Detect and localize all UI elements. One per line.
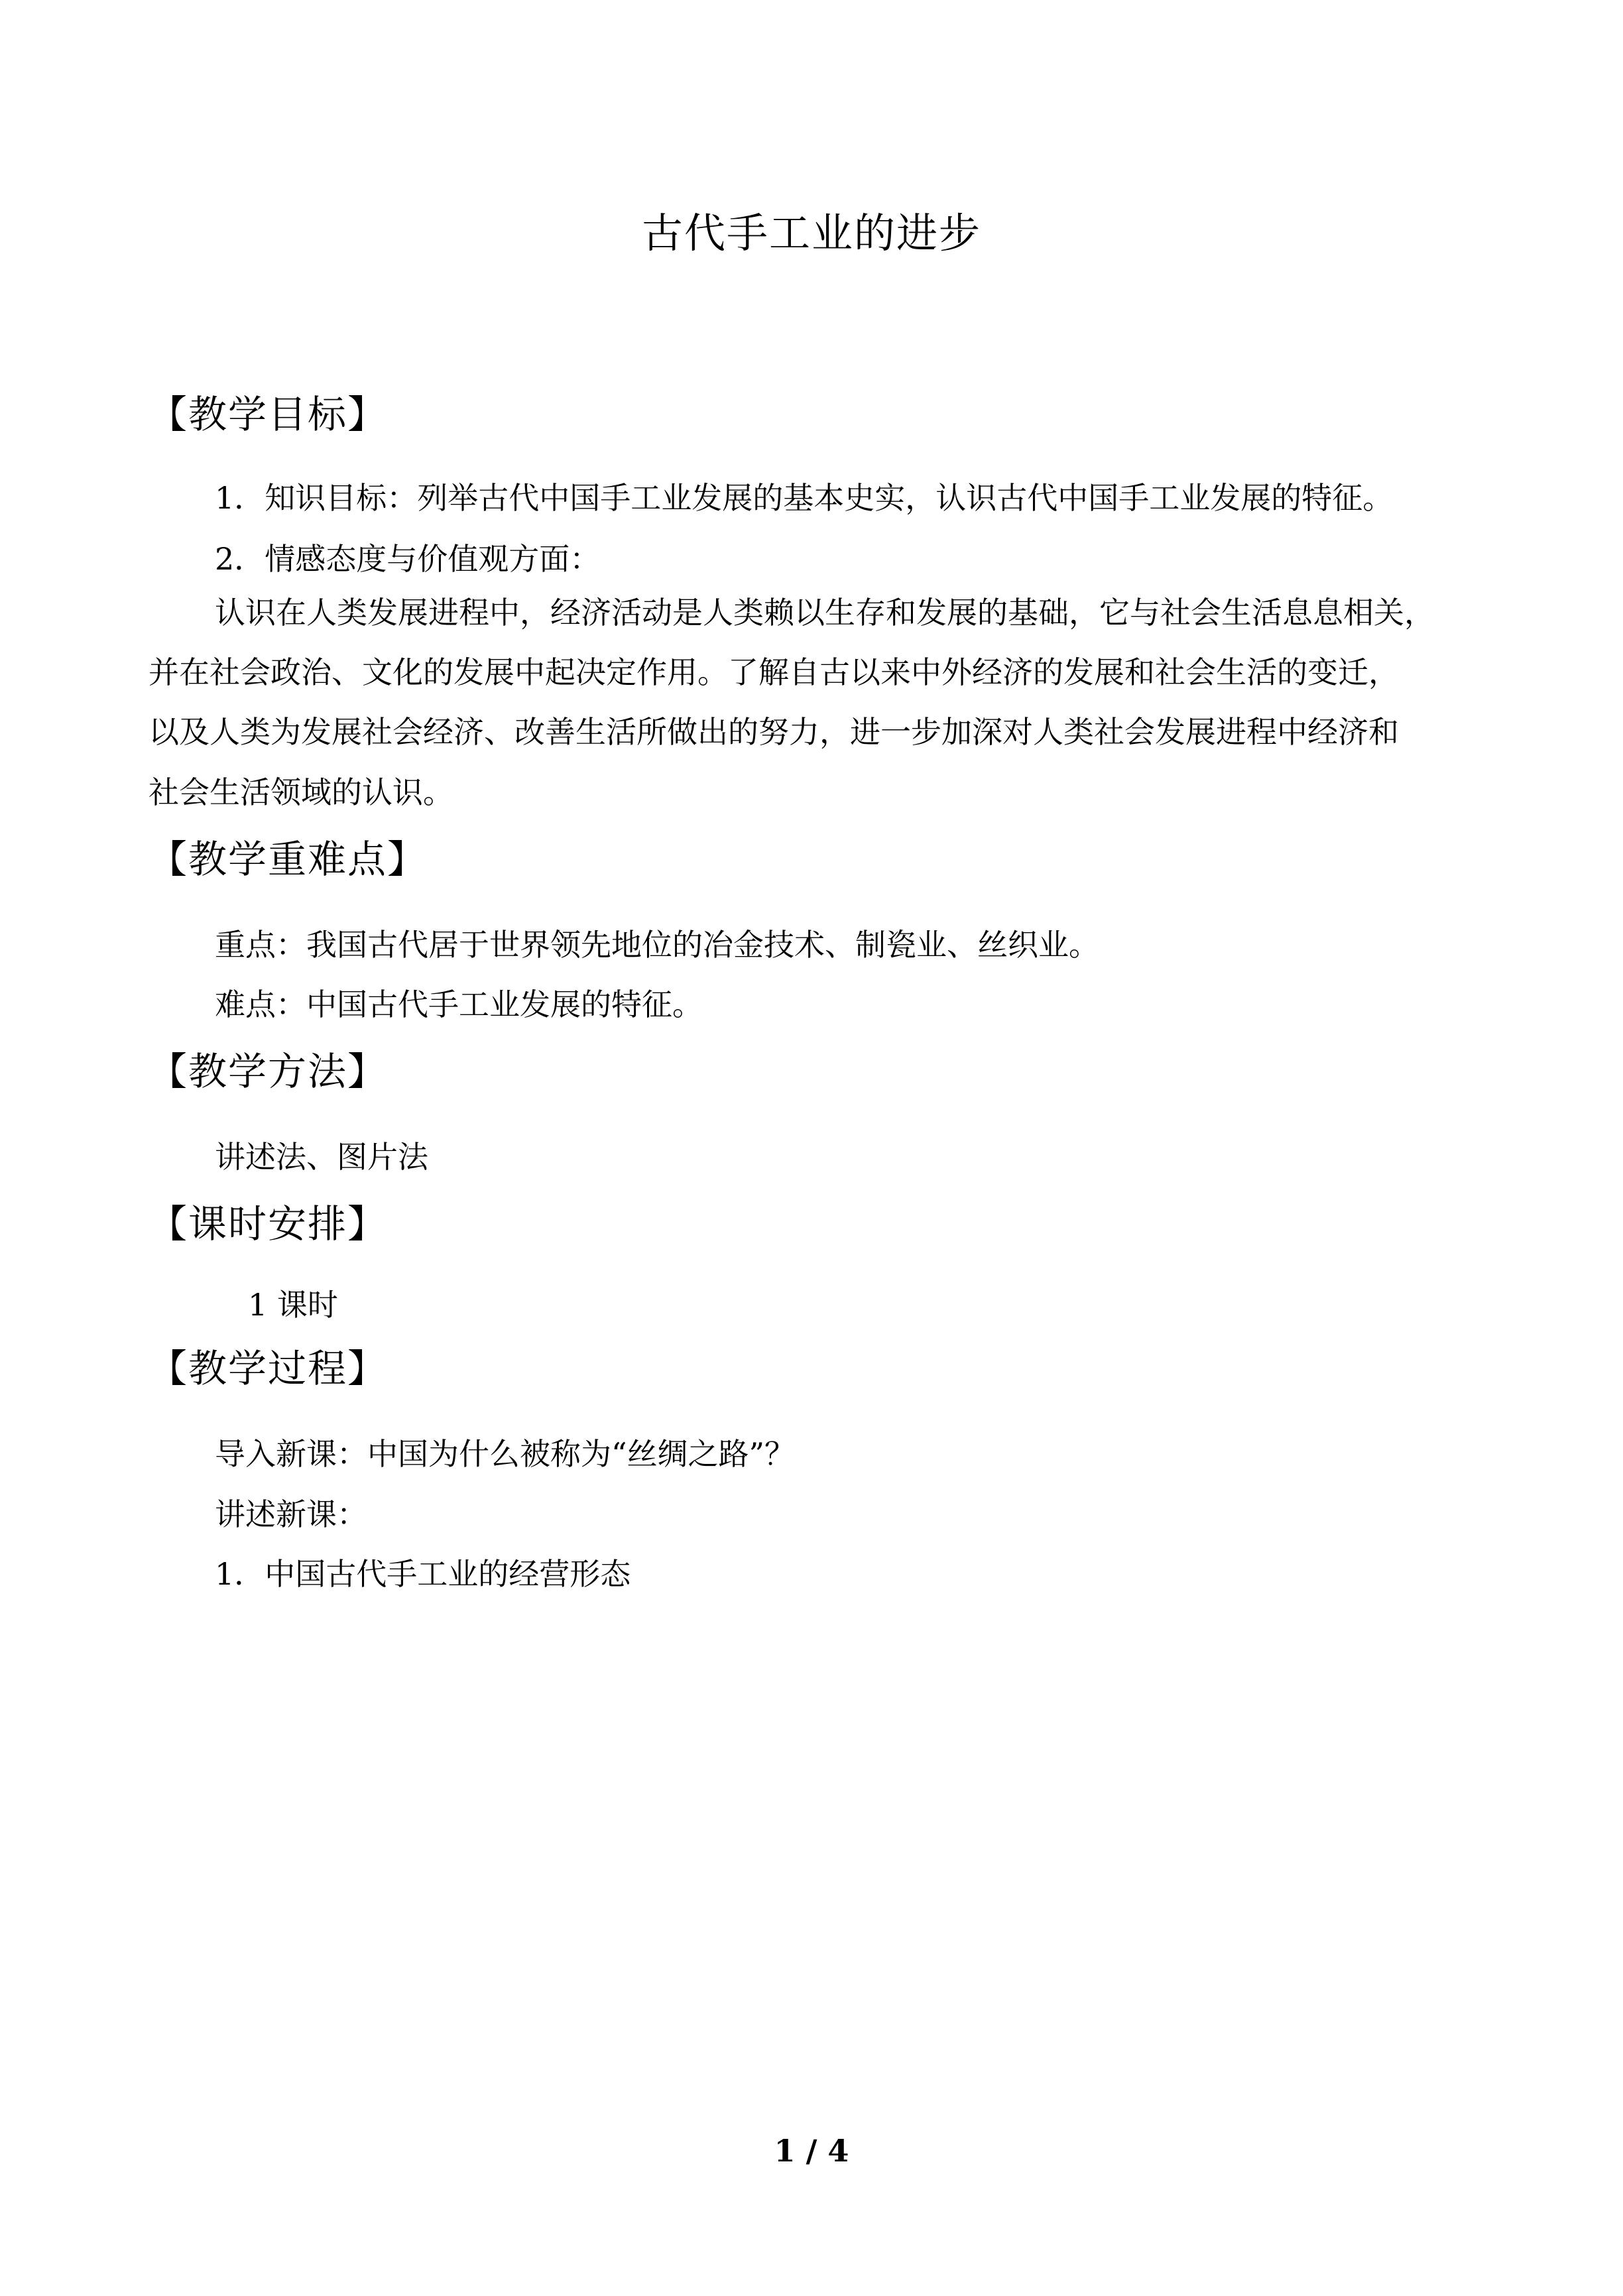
section-heading-process: 【教学过程】 xyxy=(149,1346,388,1391)
key-point-line: 重点：我国古代居于世界领先地位的冶金技术、制瓷业、丝织业。 xyxy=(215,927,1099,963)
difficult-point-line: 难点：中国古代手工业发展的特征。 xyxy=(215,987,703,1022)
objectives-line-2: 2．情感态度与价值观方面： xyxy=(215,541,601,577)
section-heading-methods: 【教学方法】 xyxy=(149,1049,388,1094)
objectives-line-5: 以及人类为发展社会经济、改善生活所做出的努力，进一步加深对人类社会发展进程中经济和 xyxy=(149,714,1399,750)
objectives-line-6: 社会生活领域的认识。 xyxy=(149,774,453,810)
section-heading-schedule: 【课时安排】 xyxy=(149,1201,388,1246)
process-line-3: 1．中国古代手工业的经营形态 xyxy=(215,1556,631,1592)
process-line-2: 讲述新课： xyxy=(215,1496,367,1532)
process-line-1: 导入新课：中国为什么被称为“丝绸之路”？ xyxy=(215,1436,796,1472)
page-number: 1 / 4 xyxy=(774,2133,849,2169)
schedule-line: 1 课时 xyxy=(248,1287,338,1323)
section-heading-key-points: 【教学重难点】 xyxy=(149,837,428,882)
objectives-line-3: 认识在人类发展进程中，经济活动是人类赖以生存和发展的基础，它与社会生活息息相关， xyxy=(215,595,1435,631)
methods-line: 讲述法、图片法 xyxy=(215,1139,428,1175)
objectives-line-4: 并在社会政治、文化的发展中起决定作用。了解自古以来中外经济的发展和社会生活的变迁， xyxy=(149,654,1399,690)
objectives-line-1: 1．知识目标：列举古代中国手工业发展的基本史实，认识古代中国手工业发展的特征。 xyxy=(215,480,1394,516)
section-heading-objectives: 【教学目标】 xyxy=(149,392,388,437)
document-title: 古代手工业的进步 xyxy=(641,209,981,257)
